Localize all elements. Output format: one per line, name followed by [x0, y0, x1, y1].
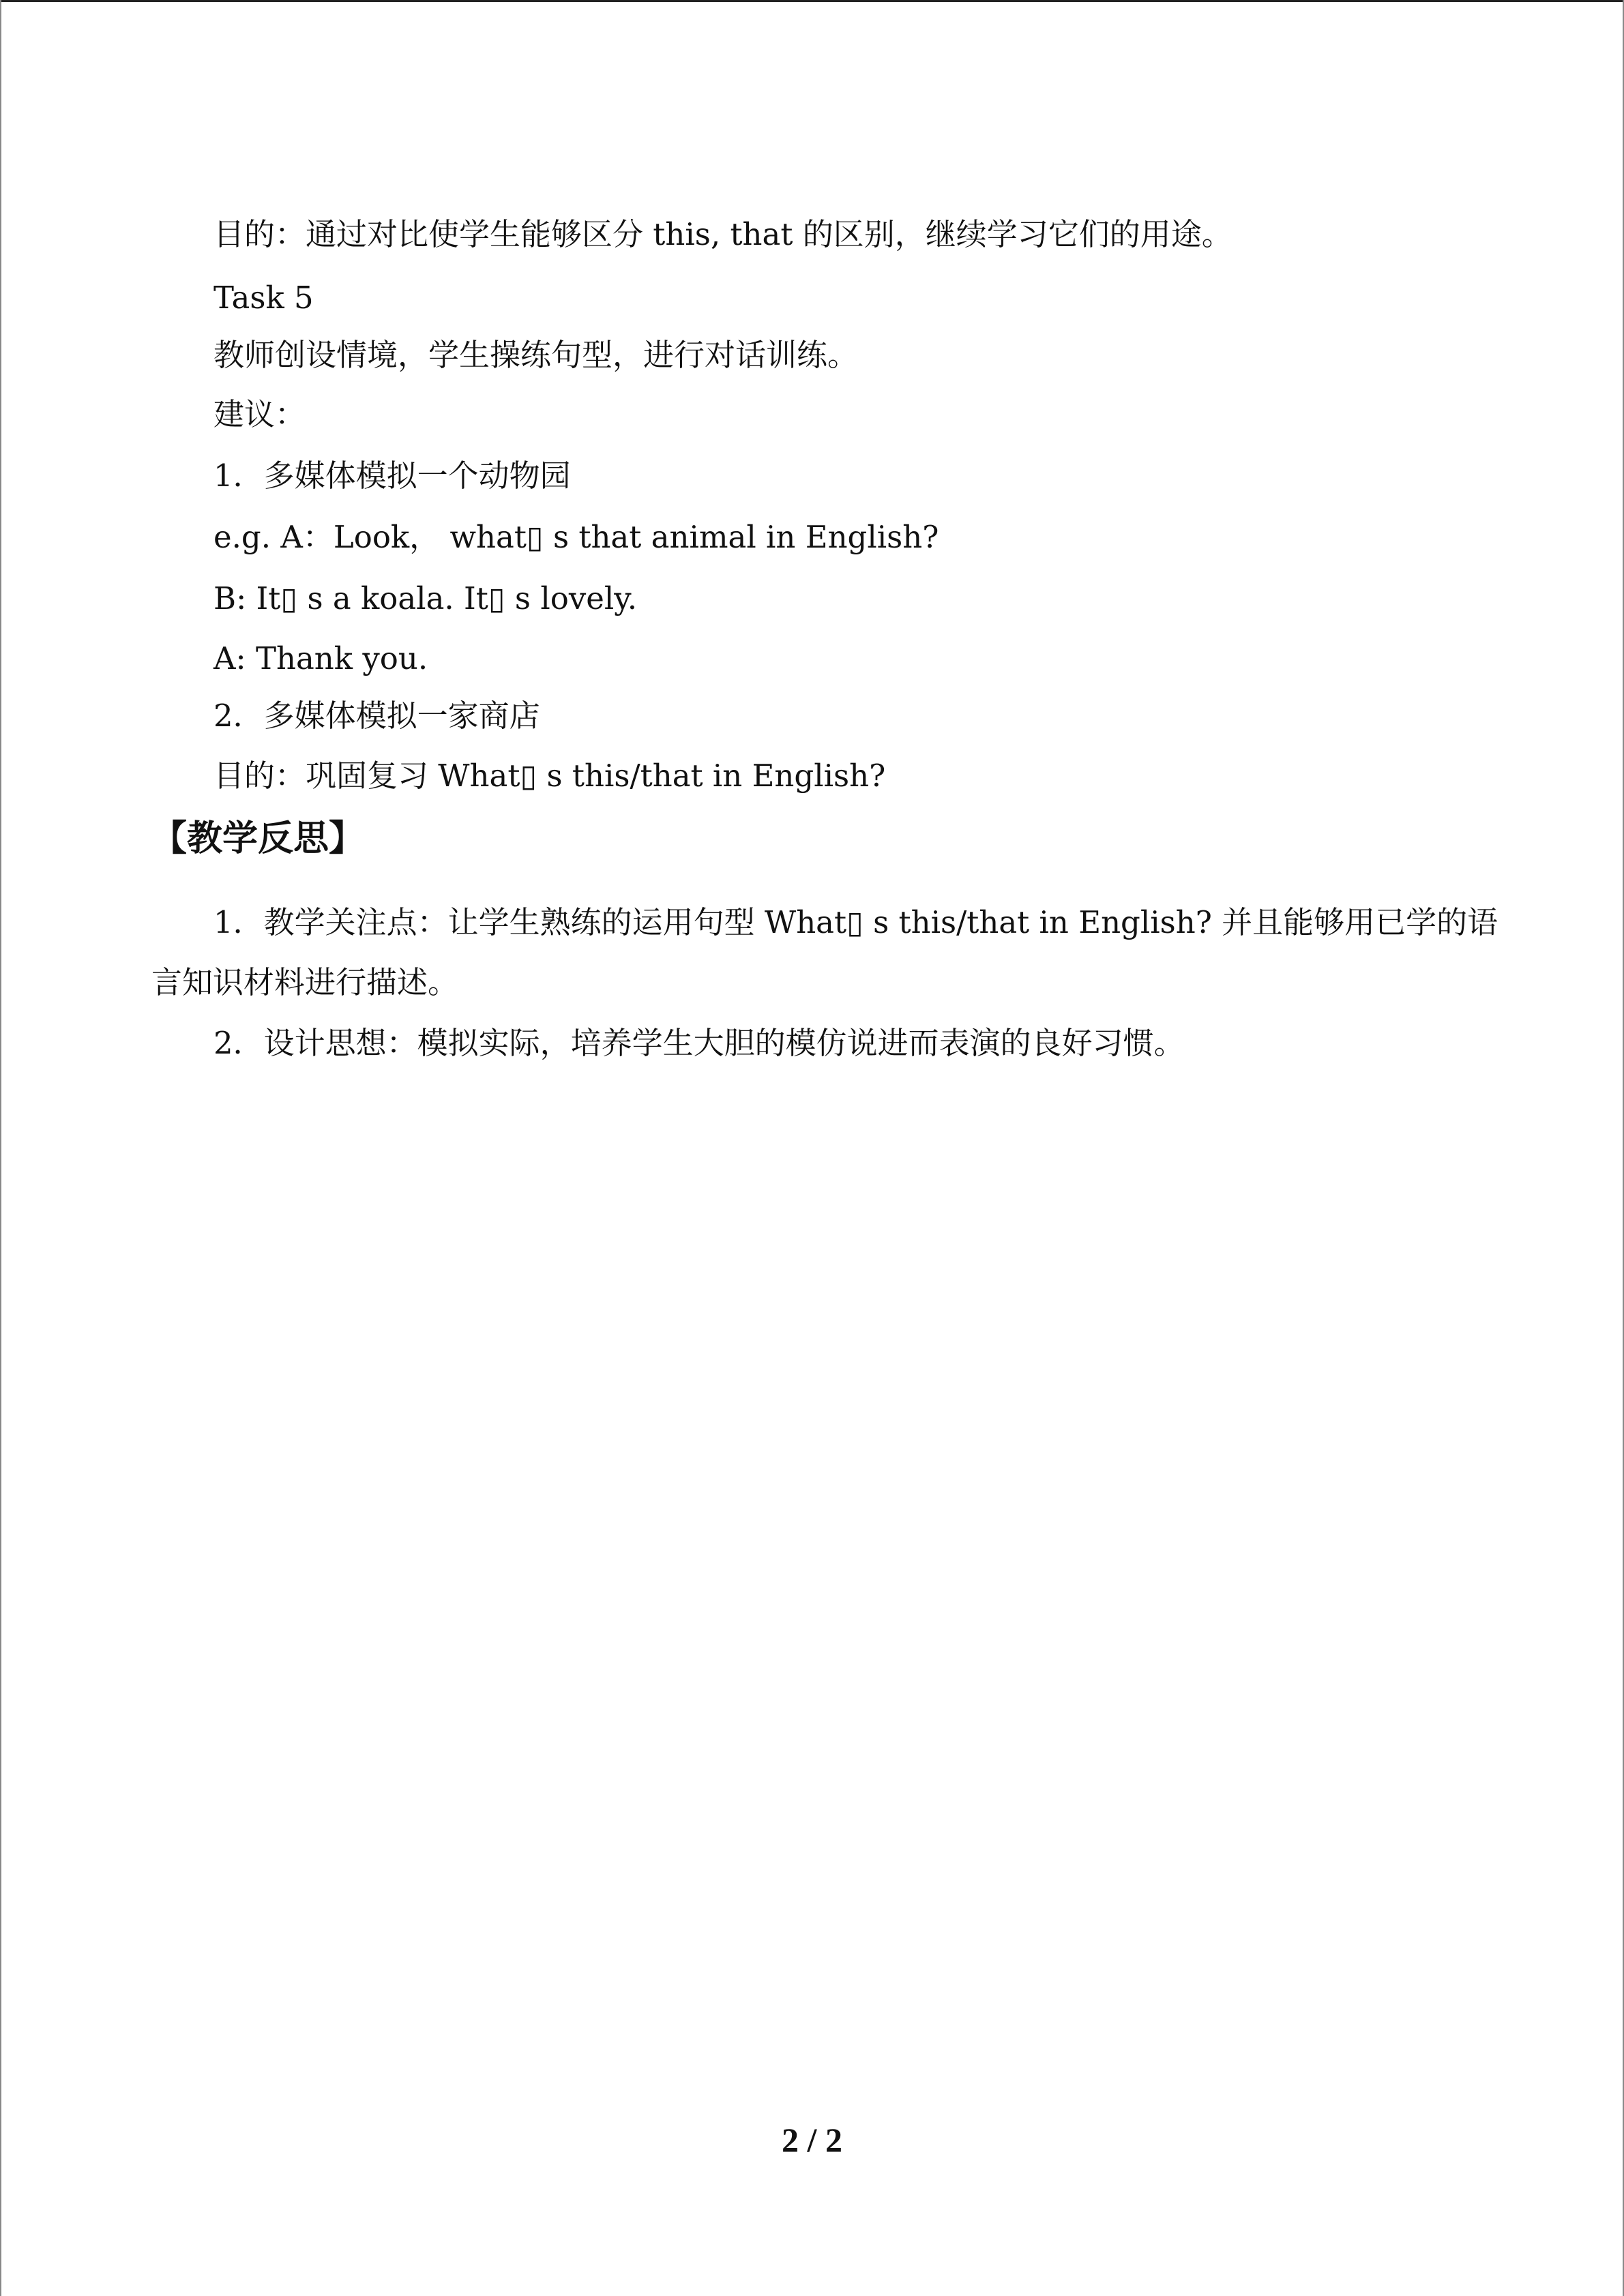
- paragraph-teacher-scenario: 教师创设情境，学生操练句型，进行对话训练。: [213, 337, 859, 373]
- list-item-zoo: 1．多媒体模拟一个动物园: [213, 458, 571, 494]
- reflection-item-1-continued: 言知识材料进行描述。: [151, 964, 459, 1000]
- paragraph-purpose-1: 目的：通过对比使学生能够区分 this, that 的区别，继续学习它们的用途。: [213, 216, 1232, 252]
- suggestion-label: 建议：: [213, 396, 306, 432]
- task-label: Task 5: [213, 280, 314, 316]
- paragraph-purpose-2: 目的：巩固复习 What▯ s this/that in English?: [213, 758, 886, 794]
- dialog-line-a1: e.g. A：Look， what▯ s that animal in English?: [213, 519, 939, 555]
- dialog-line-a2: A: Thank you.: [213, 640, 428, 676]
- list-item-shop: 2．多媒体模拟一家商店: [213, 698, 540, 734]
- page-left-border: [0, 0, 1, 2296]
- dialog-line-b1: B: It▯ s a koala. It▯ s lovely.: [213, 580, 638, 616]
- reflection-item-2: 2．设计思想：模拟实际，培养学生大胆的模仿说进而表演的良好习惯。: [213, 1025, 1185, 1061]
- section-heading: 【教学反思】: [151, 818, 365, 859]
- page-number: 2 / 2: [782, 2121, 842, 2159]
- reflection-item-1: 1．教学关注点：让学生熟练的运用句型 What▯ s this/that in English? 并且能够用已学的语: [213, 904, 1498, 940]
- page-top-border: [0, 0, 1624, 2]
